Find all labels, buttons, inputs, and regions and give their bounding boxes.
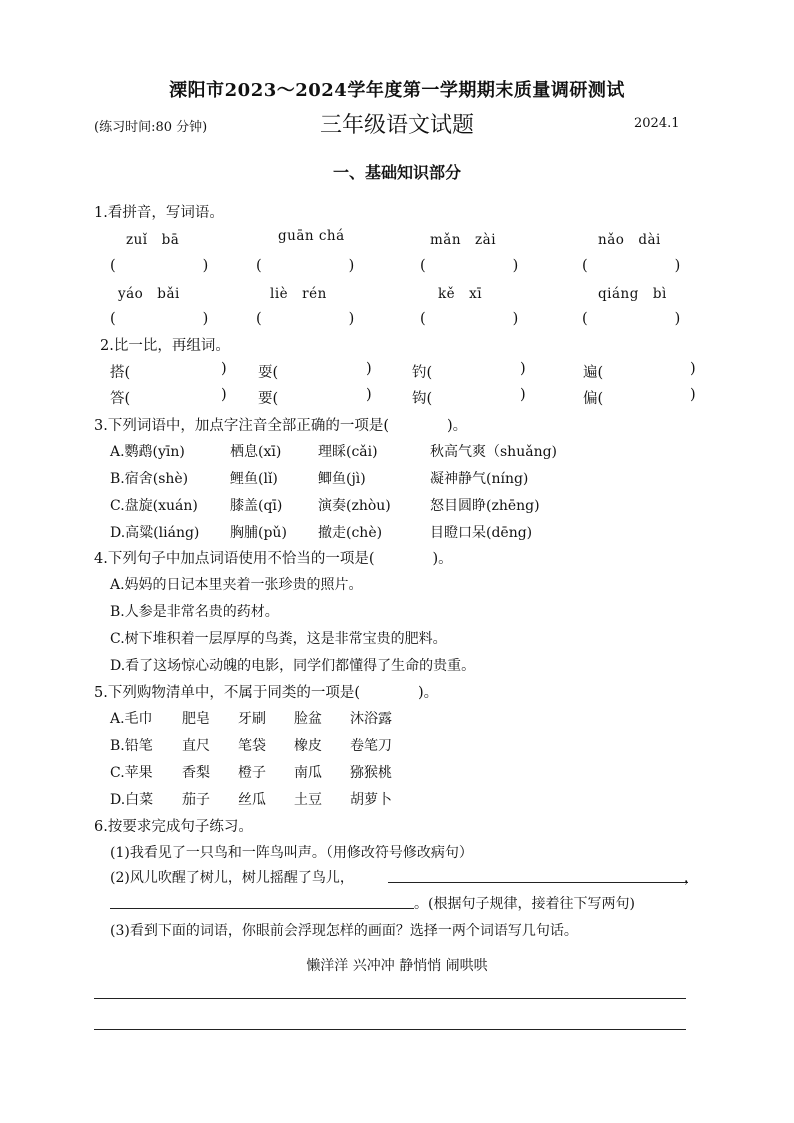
q3-stem: 3.下列词语中，加点字注音全部正确的一项是( )。 [94,418,468,434]
exam-date: 2024.1 [634,116,680,131]
q5-option-item: 香梨 [182,765,210,781]
blank-close: ) [690,387,696,403]
compare-char: 答( [110,391,131,407]
q6-sentence-1: (1)我看见了一只鸟和一阵鸟叫声。（用修改符号修改病句） [110,845,473,861]
compare-char: 偏( [583,391,604,407]
q4-stem: 4.下列句子中加点词语使用不恰当的一项是( )。 [94,551,453,567]
q3-option-word: 秋高气爽（shuǎng) [430,444,558,460]
compare-char: 要( [258,391,279,407]
q3-option[interactable]: D.高粱(liáng) [110,525,200,541]
q5-option-item: 橙子 [238,765,266,781]
answer-blank[interactable]: ( ) [420,258,519,274]
q5-option-item: 南瓜 [294,765,322,781]
q4-option[interactable]: A.妈妈的日记本里夹着一张珍贵的照片。 [110,577,363,593]
blank-close: ) [366,361,372,377]
pinyin: mǎn zài [430,232,497,248]
pinyin: guān chá [278,228,345,244]
q3-option-word: 凝神静气(níng) [430,471,529,487]
blank-close: ) [221,387,227,403]
blank-close: ) [690,361,696,377]
q3-option-word: 鲫鱼(jì) [318,471,366,487]
pinyin: liè rén [270,286,327,302]
answer-blank[interactable]: ( ) [256,311,355,327]
q5-option-item: 胡萝卜 [350,792,392,808]
answer-blank[interactable]: ( ) [420,311,519,327]
answer-line[interactable] [110,908,414,909]
q3-option-word: 目瞪口呆(dēng) [430,525,533,541]
q5-option-item: 橡皮 [294,738,322,754]
q6-sentence-2b: 。(根据句子规律，接着往下写两句) [414,896,635,912]
blank-close: ) [520,387,526,403]
q5-option[interactable]: C.苹果 [110,765,153,781]
q5-option-item: 卷笔刀 [350,738,392,754]
q5-option-item: 肥皂 [182,711,210,727]
answer-blank[interactable]: ( ) [110,311,209,327]
answer-blank[interactable]: ( ) [110,258,209,274]
answer-blank[interactable]: ( ) [256,258,355,274]
q5-stem: 5.下列购物清单中，不属于同类的一项是( )。 [94,685,439,701]
exam-time: (练习时间:80 分钟) [94,120,208,135]
q5-option[interactable]: A.毛巾 [110,711,153,727]
q1-stem: 1.看拼音，写词语。 [94,205,224,221]
q5-option-item: 笔袋 [238,738,266,754]
q5-option-item: 牙刷 [238,711,266,727]
q3-option[interactable]: A.鹦鹉(yīn) [110,444,185,460]
pinyin: yáo bǎi [118,286,180,302]
exam-subtitle: 三年级语文试题 [319,113,474,138]
compare-char: 耍( [258,365,279,381]
q5-option-item: 茄子 [182,792,210,808]
blank-close: ) [520,361,526,377]
q5-option[interactable]: D.白菜 [110,792,154,808]
blank-close: ) [366,387,372,403]
answer-blank[interactable]: ( ) [582,258,681,274]
q5-option-item: 沐浴露 [350,711,392,727]
section-title: 一、基础知识部分 [332,163,461,182]
q3-option-word: 理睬(cǎi) [318,444,378,460]
pinyin: zuǐ bā [126,232,180,248]
compare-char: 钩( [412,391,433,407]
pinyin: kě xī [438,286,483,302]
compare-char: 遍( [583,365,604,381]
q5-option[interactable]: B.铅笔 [110,738,153,754]
pinyin: qiáng bì [598,286,667,302]
q6-sentence-3: (3)看到下面的词语，你眼前会浮现怎样的画面？选择一两个词语写几句话。 [110,923,578,939]
answer-line[interactable] [388,882,688,883]
q3-option-word: 鲤鱼(lǐ) [230,471,278,487]
writing-line[interactable] [94,1029,686,1030]
q5-option-item: 脸盆 [294,711,322,727]
q3-option-word: 演奏(zhòu) [318,498,391,514]
q3-option-word: 撤走(chè) [318,525,383,541]
comma: ， [684,870,698,886]
q3-option-word: 怒目圆睁(zhēng) [430,498,540,514]
blank-close: ) [221,361,227,377]
q3-option-word: 栖息(xī) [230,444,282,460]
q4-option[interactable]: D.看了这场惊心动魄的电影，同学们都懂得了生命的贵重。 [110,658,476,674]
q3-option-word: 膝盖(qī) [230,498,283,514]
exam-title: 溧阳市2023～2024学年度第一学期期末质量调研测试 [169,80,625,101]
q3-option-word: 胸脯(pǔ) [230,525,287,541]
q5-option-item: 丝瓜 [238,792,266,808]
q6-word-list: 懒洋洋 兴冲冲 静悄悄 闹哄哄 [306,958,488,974]
compare-char: 钓( [412,365,433,381]
pinyin: nǎo dài [598,232,661,248]
q4-option[interactable]: C.树下堆积着一层厚厚的鸟粪，这是非常宝贵的肥料。 [110,631,447,647]
q4-option[interactable]: B.人参是非常名贵的药材。 [110,604,279,620]
q6-stem: 6.按要求完成句子练习。 [94,819,253,835]
q6-sentence-2a: (2)风儿吹醒了树儿，树儿摇醒了鸟儿， [110,870,354,886]
writing-line[interactable] [94,998,686,999]
q3-option[interactable]: B.宿舍(shè) [110,471,189,487]
q5-option-item: 土豆 [294,792,322,808]
q5-option-item: 猕猴桃 [350,765,392,781]
q3-option[interactable]: C.盘旋(xuán) [110,498,198,514]
q5-option-item: 直尺 [182,738,210,754]
compare-char: 搭( [110,365,131,381]
q2-stem: 2.比一比，再组词。 [100,338,230,354]
answer-blank[interactable]: ( ) [582,311,681,327]
